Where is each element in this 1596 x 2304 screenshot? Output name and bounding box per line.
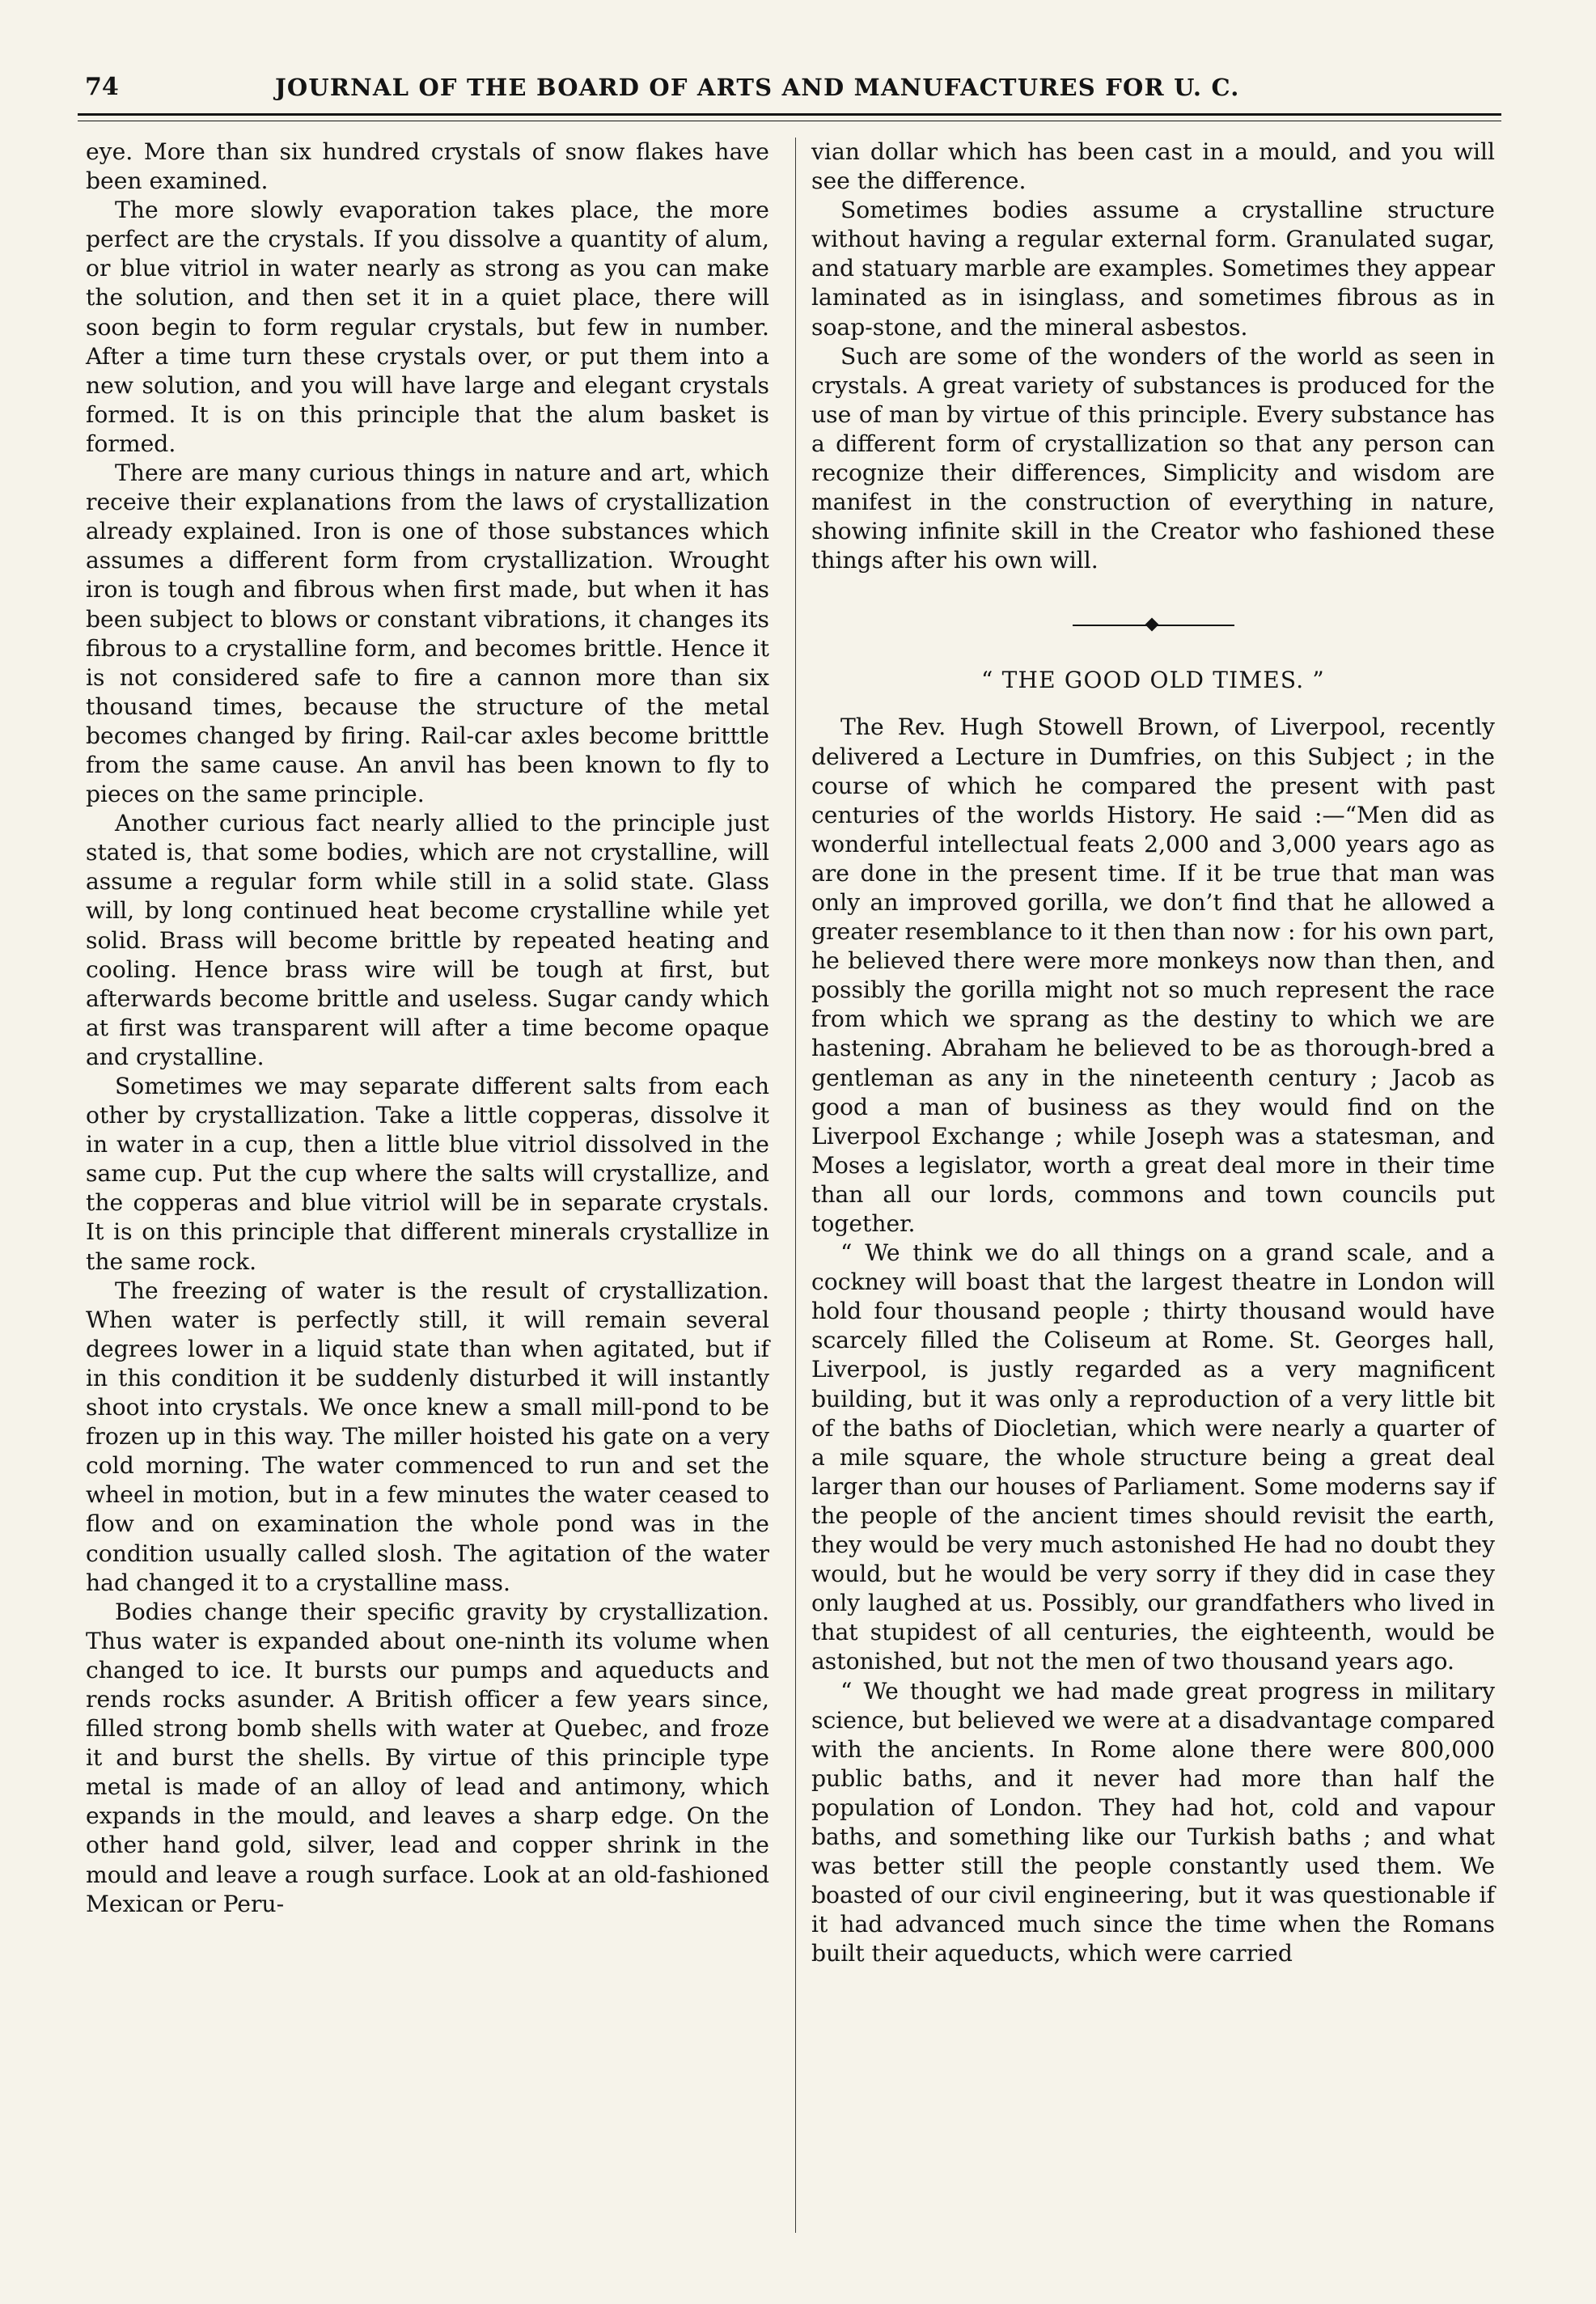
- paragraph: There are many curious things in nature and art, which receive their explanations from the laws of crystallization already explained. Iron is one of those substances which assumes a different form from crystallization. Wrought iron is tough and fibrous when first made, but when it has been subject to blows or constant vibrations, it changes its fibrous to a crystalline form, and becomes brittle. Hence it is not considered safe to fire a cannon more than six thousand times, because the structure of the metal becomes changed by firing. Rail-car axles become britttle from the same cause. An anvil has been known to fly to pieces on the same principle.: [86, 460, 769, 808]
- paragraph: The Rev. Hugh Stowell Brown, of Liverpool, recently delivered a Lecture in Dumfries, on this Subject ; in the course of which he compared the present with past centuries of the worlds History. He said :—“Men did as wonderful intellectual feats 2,000 and 3,000 years ago as are done in the present time. If it be true that man was only an improved gorilla, we don’t find that he allowed a greater resemblance to it then than now : for his own part, he believed there were more monkeys now than then, and possibly the gorilla might not so much represent the race from which we sprang as the destiny to which we are hastening. Abraham he believed to be as thorough-bred a gentleman as any in the nineteenth century ; Jacob as good a man of business as they would find on the Liverpool Exchange ; while Joseph was a statesman, and Moses a legislator, worth a great deal more in their time than all our lords, commons and town councils put together.: [811, 714, 1495, 1237]
- paragraph: Such are some of the wonders of the world as seen in crystals. A great variety of substances is produced for the use of man by virtue of this principle. Every substance has a different form of crystallization so that any person can recognize their differences, Simplicity and wisdom are manifest in the construction of everything in nature, showing infinite skill in the Creator who fashioned these things after his own will.: [811, 342, 1495, 574]
- paragraph: eye. More than six hundred crystals of snow flakes have been examined.: [86, 138, 769, 195]
- right-column: [811, 138, 1495, 1968]
- left-column: [86, 138, 769, 1919]
- article-title: “ THE GOOD OLD TIMES. ”: [981, 667, 1325, 694]
- paragraph: vian dollar which has been cast in a mould, and you will see the difference.: [811, 138, 1495, 195]
- section-divider-ornament: [1073, 617, 1234, 633]
- paragraph: “ We thought we had made great progress in military science, but believed we were at a disadvantage compared with the ancients. In Rome alone there were 800,000 public baths, and it never had more than half the population of London. They had hot, cold and vapour baths, and something like our Turkish baths ; and what was better still the people constantly used them. We boasted of our civil engineering, but it was questionable if it had advanced much since the time when the Romans built their aqueducts, which were carried: [811, 1677, 1495, 1967]
- paragraph: Sometimes bodies assume a crystalline structure without having a regular external form. Granulated sugar, and statuary marble are examples. Sometimes they appear laminated as in isinglass, and sometimes fibrous as in soap-stone, and the mineral asbestos.: [811, 197, 1495, 341]
- running-head: JOURNAL OF THE BOARD OF ARTS AND MANUFACTURES FOR U. C.: [275, 74, 1240, 101]
- paragraph: Bodies change their specific gravity by crystallization. Thus water is expanded about one-ninth its volume when changed to ice. It bursts our pumps and aqueducts and rends rocks asunder. A British officer a few years since, filled strong bomb shells with water at Quebec, and froze it and burst the shells. By virtue of this principle type metal is made of an alloy of lead and antimony, which expands in the mould, and leaves a sharp edge. On the other hand gold, silver, lead and copper shrink in the mould and leave a rough surface. Look at an old-fashioned Mexican or Peru-: [86, 1598, 769, 1917]
- paragraph: The more slowly evaporation takes place, the more perfect are the crystals. If you dissolve a quantity of alum, or blue vitriol in water nearly as strong as you can make the solution, and then set it in a quiet place, there will soon begin to form regular crystals, but few in number. After a time turn these crystals over, or put them into a new solution, and you will have large and elegant crystals formed. It is on this principle that the alum basket is formed.: [86, 197, 769, 457]
- paragraph: The freezing of water is the result of crystallization. When water is perfectly still, it will remain several degrees lower in a liquid state than when agitated, but if in this condition it be suddenly disturbed it will instantly shoot into crystals. We once knew a small mill-pond to be frozen up in this way. The miller hoisted his gate on a very cold morning. The water commenced to run and set the wheel in motion, but in a few minutes the water ceased to flow and on examination the whole pond was in the condition usually called slosh. The agitation of the water had changed it to a crystalline mass.: [86, 1277, 769, 1596]
- paragraph: “ We think we do all things on a grand scale, and a cockney will boast that the largest theatre in London will hold four thousand people ; thirty thousand would have scarcely filled the Coliseum at Rome. St. Georges hall, Liverpool, is justly regarded as a very magnificent building, but it was only a reproduction of a very little bit of the baths of Diocletian, which were nearly a quarter of a mile square, the whole structure being a great deal larger than our houses of Parliament. Some moderns say if the people of the ancient times should revisit the earth, they would be very much astonished He had no doubt they would, but he would be very sorry if they did in case they only laughed at us. Possibly, our grandfathers who lived in that stupidest of all centuries, the eighteenth, would be astonished, but not the men of two thousand years ago.: [811, 1239, 1495, 1675]
- header-rule-thick: [78, 113, 1501, 116]
- ornament-diamond-icon: [1145, 618, 1158, 632]
- column-divider: [795, 138, 796, 2233]
- paragraph: Another curious fact nearly allied to the principle just stated is, that some bodies, which are not crystalline, will assume a regular form while still in a solid state. Glass will, by long continued heat become crystalline while yet solid. Brass will become brittle by repeated heating and cooling. Hence brass wire will be tough at first, but afterwards become brittle and useless. Sugar candy which at first was transparent will after a time become opaque and crystalline.: [86, 810, 769, 1070]
- page-number: 74: [85, 73, 119, 101]
- paragraph: Sometimes we may separate different salts from each other by crystallization. Take a little copperas, dissolve it in water in a cup, then a little blue vitriol dissolved in the same cup. Put the cup where the salts will crystallize, and the copperas and blue vitriol will be in separate crystals. It is on this principle that different minerals crystallize in the same rock.: [86, 1073, 769, 1275]
